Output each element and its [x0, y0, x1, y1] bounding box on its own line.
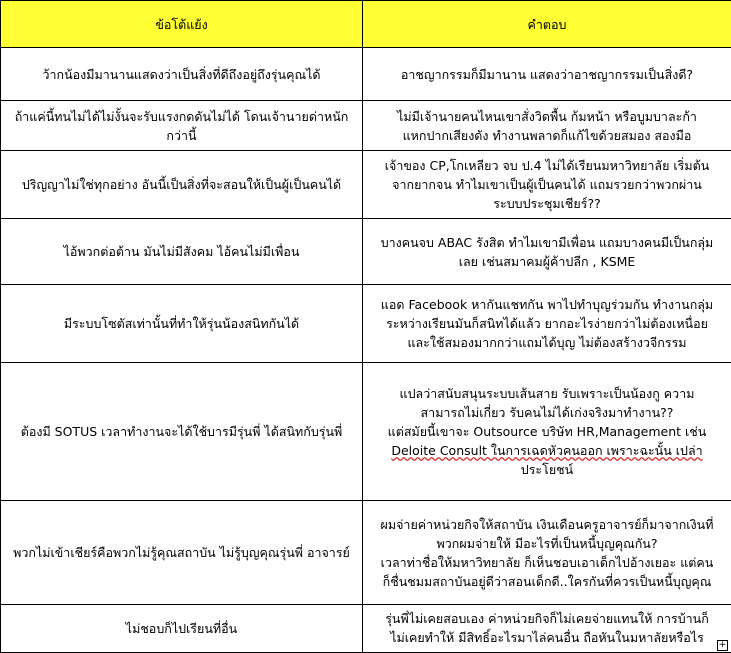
answer-clip — [369, 609, 725, 649]
answer-line: ระบบประชุมเชียร์?? — [493, 196, 601, 211]
table-row — [1, 48, 731, 101]
answer-cell — [363, 501, 731, 605]
answer-line: แต่สมัยนี้เขาจะ Outsource บริษัท HR,Management เช่น — [387, 424, 707, 439]
table-row — [1, 501, 731, 605]
argument-cell: ว้ากน้องมีมานานแสดงว่าเป็นสิ่งที่ดีถึงอยู่ถึงรุ่นคุณได้ — [1, 48, 363, 101]
answer-line: และใช้สมองมากกว่าแถมได้บุญ ไม่ต้องสร้างวจีกรรม — [407, 335, 687, 350]
answer-line: ระหว่างเรียนมันก็สนิทได้แล้ว ยากอะไรง่ายกว่าไม่ต้องเหนื่อย — [386, 316, 708, 331]
table-row — [1, 605, 731, 653]
answer-line: รุ่นพี่ไม่เคยสอบเอง ค่าหน่วยกิจก็ไม่เคยจ่ายแทนให้ การบ้านก็ — [385, 610, 709, 626]
argument-cell: มีระบบโซตัสเท่านั้นที่ทำให้รุ่นน้องสนิทกันได้ — [1, 285, 363, 363]
answer-line: แหกปากเสียงดัง ทำงานพลาดก็แก้ไขด้วยสมอง สองมือ — [402, 127, 692, 143]
answer-line: Deloite Consult ในการเฉดหัวคนออก เพราะฉะนั้น เปล่า — [391, 443, 703, 458]
answer-line: ก็ชื่นชมมสถาบันอยู่ดีว่าสอนเด็กดี..ใครกันที่ควรเป็นหนี้บุญคุณ — [382, 573, 712, 589]
table-row — [1, 151, 731, 219]
answer-line: ไม่เคยทำให้ มีสิทธิ์อะไรมาไล่คนอื่น ถือหันในมหาลัยหรือไร — [390, 629, 704, 645]
argument-cell: ปริญญาไม่ใช่ทุกอย่าง อันนี้เป็นสิ่งที่จะสอนให้เป็นผู้เป็นคนได้ — [1, 151, 363, 219]
header-answer: คำตอบ — [363, 1, 731, 48]
answer-line: ไม่มีเจ้านายคนไหนเขาสั่งวิดพื้น ก้มหน้า หรือบูมบาละก้า — [397, 108, 697, 124]
answer-cell — [363, 219, 731, 285]
answer-line: ผมจ่ายค่าหน่วยกิจให้สถาบัน เงินเดือนครูอาจารย์ก็มาจากเงินที่ — [380, 516, 714, 532]
answer-line: สามารถไม่เกี่ยว รับคนไม่ได้เก่งจริงมาทำงาน?? — [420, 405, 674, 420]
answer-line: บางคนจบ ABAC รังสิต ทำไมเขามีเพื่อน แถมบางคนมีเป็นกลุ่ม — [380, 234, 714, 250]
answer-cell — [363, 605, 731, 653]
answer-line: เจ้าของ CP,โกเหลียว จบ ป.4 ไม่ได้เรียนมหาวิทยาลัย เริ่มต้น — [384, 158, 710, 173]
expand-icon[interactable] — [717, 640, 728, 651]
answer-line: เลย เช่นสมาคมผู้ค้าปลีก , KSME — [458, 253, 636, 269]
header-argument: ข้อโต้แย้ง — [1, 1, 363, 48]
answer-cell — [363, 48, 731, 101]
argument-cell: ต้องมี SOTUS เวลาทำงานจะได้ใช้บารมีรุ่นพี่ ได้สนิทกับรุ่นพี่ — [1, 363, 363, 501]
answer-line: อาชญากรรมก็มีมานาน แสดงว่าอาชญากรรมเป็นสิ่งดี? — [400, 66, 694, 82]
answer-line: แอด Facebook หากันแชทกัน พาไปทำบุญร่วมกัน ทำงานกลุ่ม — [380, 297, 714, 312]
header-row — [1, 1, 731, 48]
answer-cell — [363, 151, 731, 219]
answer-line: จากยากจน ทำไมเขาเป็นผู้เป็นคนได้ แถมรวยกว่าพวกผ่าน — [392, 177, 702, 192]
answer-line: ประโยชน์ — [520, 462, 574, 477]
table-row — [1, 101, 731, 151]
argument-cell: ไม่ชอบก็ไปเรียนที่อื่น — [1, 605, 363, 653]
answer-line: เวลาท่าชื่อให้มหาวิทยาลัย ก็เห็นชอบเอาเด็กไปอ้างเยอะ แต่คน — [380, 554, 714, 570]
argument-cell: ถ้าแค่นี้ทนไม่ได้ไม่งั้นจะรับแรงกดดันไม่ได้ โดนเจ้านายด่าหนัก กว่านี้ — [1, 101, 363, 151]
answer-line: แปลว่าสนับสนุนระบบเส้นสาย รับเพราะเป็นน้องกู ความ — [399, 386, 695, 401]
answer-cell — [363, 101, 731, 151]
table-row — [1, 219, 731, 285]
answer-cell — [363, 285, 731, 363]
answer-cell — [363, 363, 731, 501]
argument-cell: พวกไม่เข้าเชียร์คือพวกไม่รู้คุณสถาบัน ไม่รู้บุญคุณรุ่นพี่ อาจารย์ — [1, 501, 363, 605]
table-row — [1, 363, 731, 501]
table-row — [1, 285, 731, 363]
argument-cell: ไอ้พวกต่อต้าน มันไม่มีสังคม ไอ้คนไม่มีเพื่อน — [1, 219, 363, 285]
answer-line: พวกผมจ่ายให้ มีอะไรที่เป็นหนี้บุญคุณกัน? — [436, 535, 658, 551]
